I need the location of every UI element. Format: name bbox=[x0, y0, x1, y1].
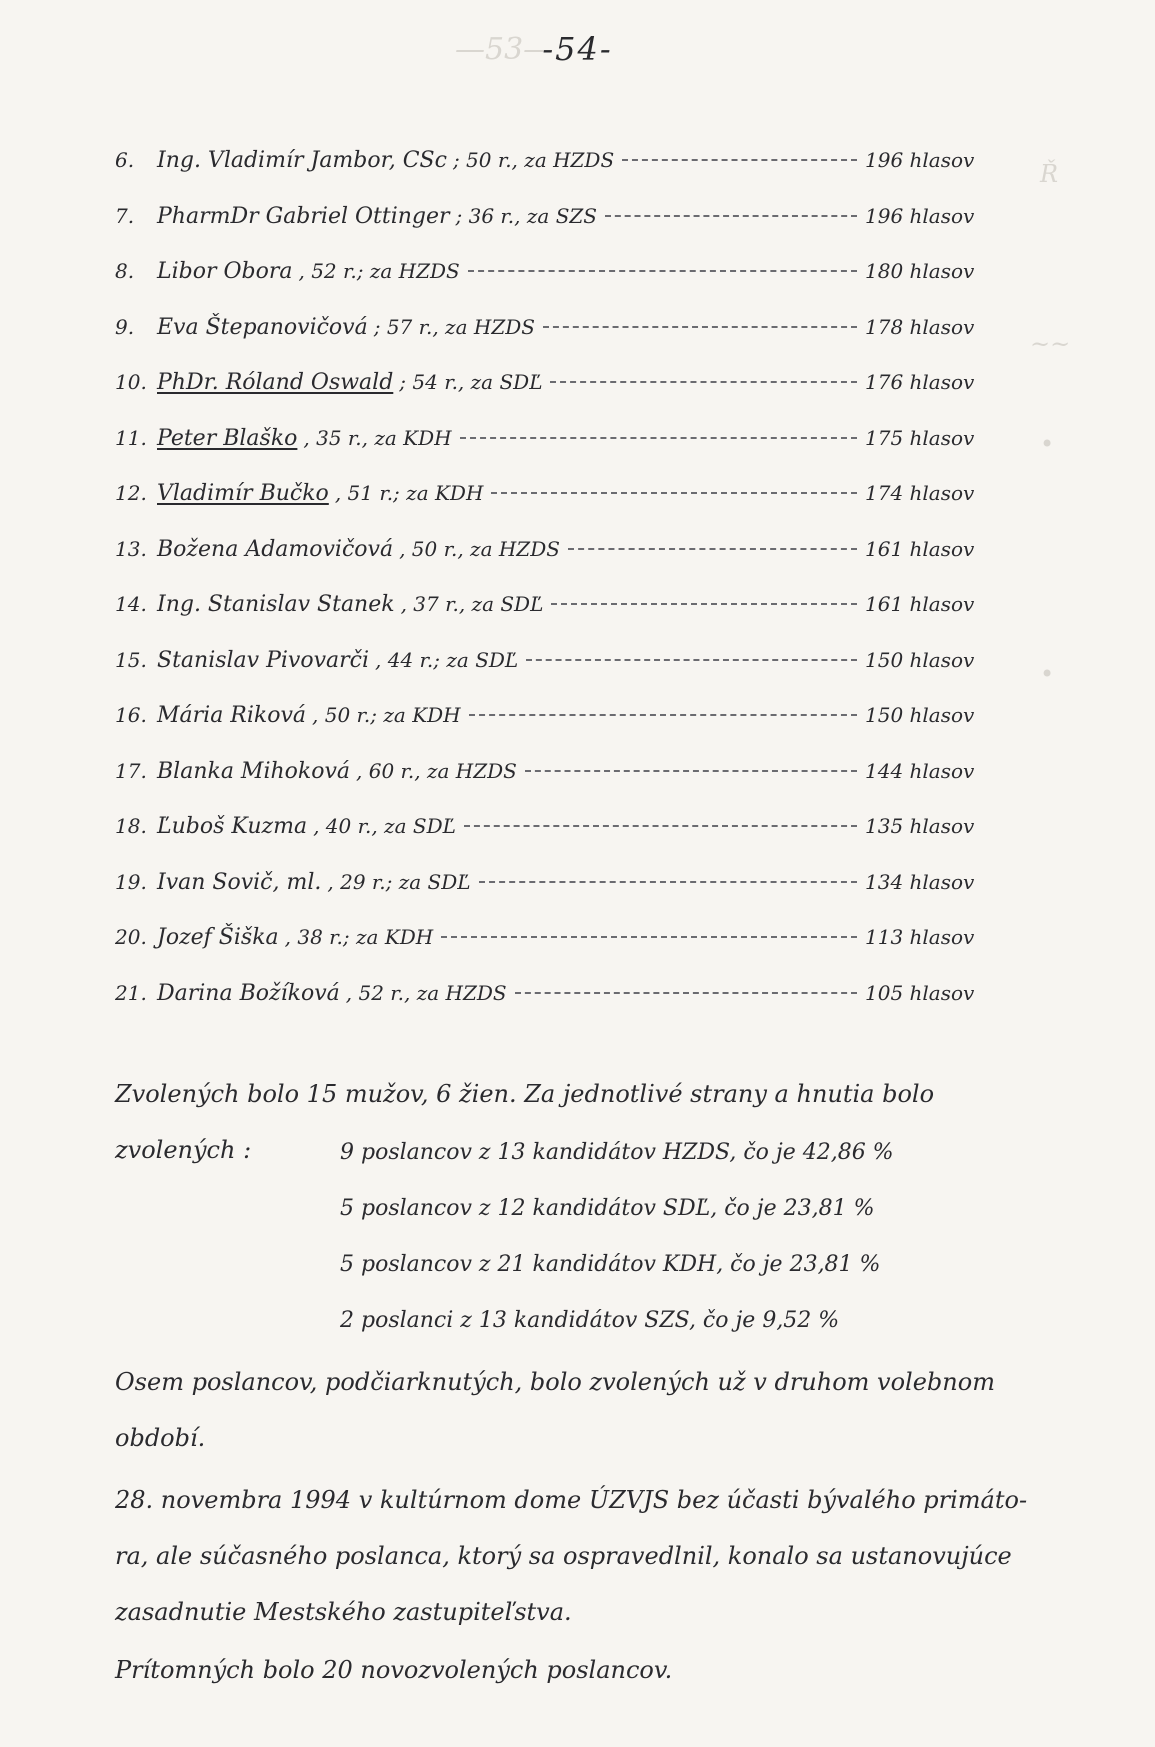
candidate-info: , 35 r., za KDH bbox=[303, 425, 452, 450]
leader-dots bbox=[605, 215, 857, 217]
candidate-info: , 52 r., za HZDS bbox=[345, 980, 507, 1005]
paragraph-line: Prítomných bolo 20 novozvolených poslancov. bbox=[115, 1656, 673, 1684]
leader-dots bbox=[468, 270, 857, 272]
candidate-votes: 134 hlasov bbox=[865, 869, 975, 894]
candidate-row bbox=[115, 481, 1015, 521]
candidate-info: ; 36 r., za SZS bbox=[455, 203, 597, 228]
candidate-votes: 175 hlasov bbox=[865, 425, 975, 450]
candidate-votes: 180 hlasov bbox=[865, 259, 975, 283]
bleed-through-mark: • bbox=[1040, 660, 1055, 688]
candidate-votes: 161 hlasov bbox=[865, 592, 975, 616]
candidate-row bbox=[115, 703, 1015, 743]
bleed-through-mark: Ř bbox=[1040, 160, 1059, 188]
candidate-name: Ľuboš Kuzma bbox=[157, 814, 308, 839]
candidate-number: 8. bbox=[115, 259, 135, 283]
candidate-number: 12. bbox=[115, 481, 147, 505]
candidate-votes: 135 hlasov bbox=[865, 814, 975, 838]
candidate-row bbox=[115, 537, 1015, 577]
candidate-name: Božena Adamovičová bbox=[157, 536, 394, 562]
candidate-row bbox=[115, 870, 1015, 910]
leader-dots bbox=[460, 437, 857, 439]
candidate-number: 14. bbox=[115, 592, 147, 616]
party-stat-line: 9 poslancov z 13 kandidátov HZDS, čo je 42,86 % bbox=[340, 1140, 894, 1165]
candidate-name: Darina Božíková bbox=[157, 980, 340, 1006]
candidate-name: Eva Štepanovičová bbox=[157, 314, 368, 340]
candidate-row bbox=[115, 426, 1015, 466]
candidate-votes: 150 hlasov bbox=[865, 703, 975, 727]
candidate-info: , 40 r., za SDĽ bbox=[313, 814, 456, 838]
candidate-row bbox=[115, 148, 1015, 188]
candidate-number: 9. bbox=[115, 314, 135, 339]
candidate-info: ; 50 r., za HZDS bbox=[452, 148, 615, 172]
candidate-name: Mária Riková bbox=[157, 703, 307, 728]
candidate-info: , 60 r., za HZDS bbox=[356, 758, 517, 783]
candidate-info: , 52 r.; za HZDS bbox=[298, 259, 460, 283]
party-stat-line: 5 poslancov z 21 kandidátov KDH, čo je 23,81 % bbox=[340, 1252, 881, 1277]
paragraph-line: zasadnutie Mestského zastupiteľstva. bbox=[115, 1598, 572, 1626]
party-stat-line: 2 poslanci z 13 kandidátov SZS, čo je 9,52 % bbox=[340, 1308, 840, 1333]
summary-line: Zvolených bolo 15 mužov, 6 žien. Za jednotlivé strany a hnutia bolo bbox=[115, 1080, 935, 1108]
candidate-row bbox=[115, 759, 1015, 799]
candidate-number: 11. bbox=[115, 425, 147, 450]
leader-dots bbox=[464, 825, 857, 827]
page-number: -54- bbox=[542, 30, 613, 68]
candidate-number: 20. bbox=[115, 925, 147, 949]
bleed-through-mark: ~~ bbox=[1030, 330, 1071, 358]
candidate-number: 10. bbox=[115, 370, 147, 394]
leader-dots bbox=[622, 159, 857, 161]
candidate-votes: 196 hlasov bbox=[865, 148, 975, 172]
paragraph-line: období. bbox=[115, 1424, 206, 1452]
candidate-votes: 113 hlasov bbox=[865, 925, 975, 949]
candidate-number: 6. bbox=[115, 148, 135, 172]
candidate-name: Peter Blaško bbox=[157, 425, 298, 451]
candidate-number: 19. bbox=[115, 869, 147, 894]
candidate-info: , 44 r.; za SDĽ bbox=[375, 647, 519, 672]
candidate-number: 15. bbox=[115, 647, 147, 672]
candidate-number: 17. bbox=[115, 758, 147, 783]
candidate-number: 16. bbox=[115, 703, 147, 727]
candidate-number: 21. bbox=[115, 980, 147, 1005]
candidate-votes: 178 hlasov bbox=[865, 314, 975, 339]
leader-dots bbox=[543, 326, 857, 328]
leader-dots bbox=[491, 492, 857, 494]
candidate-row bbox=[115, 370, 1015, 410]
candidate-row bbox=[115, 648, 1015, 688]
candidate-votes: 144 hlasov bbox=[865, 758, 975, 783]
candidate-info: , 51 r.; za KDH bbox=[334, 481, 484, 505]
candidate-name: PhDr. Róland Oswald bbox=[157, 370, 394, 395]
candidate-row bbox=[115, 315, 1015, 355]
candidate-votes: 196 hlasov bbox=[865, 203, 975, 228]
summary-lead: zvolených : bbox=[115, 1136, 252, 1164]
party-stat-line: 5 poslancov z 12 kandidátov SDĽ, čo je 23,81 % bbox=[340, 1196, 875, 1221]
candidate-votes: 161 hlasov bbox=[865, 536, 975, 561]
candidate-row bbox=[115, 925, 1015, 965]
candidate-votes: 174 hlasov bbox=[865, 481, 975, 505]
candidate-info: , 29 r.; za SDĽ bbox=[327, 869, 471, 894]
leader-dots bbox=[526, 659, 857, 661]
candidate-info: , 50 r.; za KDH bbox=[312, 703, 461, 727]
paragraph-line: Osem poslancov, podčiarknutých, bolo zvolených už v druhom volebnom bbox=[115, 1368, 995, 1396]
candidate-row bbox=[115, 814, 1015, 854]
candidate-name: PharmDr Gabriel Ottinger bbox=[157, 203, 450, 229]
candidate-name: Ivan Sovič, ml. bbox=[157, 869, 322, 895]
paragraph-line: 28. novembra 1994 v kultúrnom dome ÚZVJS bez účasti bývalého primáto- bbox=[115, 1486, 1028, 1514]
leader-dots bbox=[551, 603, 857, 605]
candidate-info: , 37 r., za SDĽ bbox=[400, 592, 544, 616]
candidate-votes: 150 hlasov bbox=[865, 647, 975, 672]
candidate-name: Ing. Stanislav Stanek bbox=[157, 592, 395, 617]
candidate-row bbox=[115, 981, 1015, 1021]
candidate-name: Stanislav Pivovarči bbox=[157, 647, 370, 673]
leader-dots bbox=[441, 936, 857, 938]
leader-dots bbox=[550, 381, 857, 383]
candidate-row bbox=[115, 592, 1015, 632]
candidate-number: 18. bbox=[115, 814, 147, 838]
leader-dots bbox=[515, 992, 857, 994]
candidate-number: 13. bbox=[115, 536, 147, 561]
leader-dots bbox=[525, 770, 857, 772]
leader-dots bbox=[568, 548, 857, 550]
candidate-name: Blanka Mihoková bbox=[157, 758, 351, 784]
candidate-info: , 38 r.; za KDH bbox=[284, 925, 434, 949]
bleed-through-mark: • bbox=[1040, 430, 1055, 458]
leader-dots bbox=[469, 714, 857, 716]
candidate-name: Vladimír Bučko bbox=[157, 481, 329, 506]
candidate-name: Ing. Vladimír Jambor, CSc bbox=[157, 148, 447, 173]
candidate-number: 7. bbox=[115, 203, 135, 228]
candidate-name: Libor Obora bbox=[157, 259, 293, 284]
leader-dots bbox=[479, 881, 857, 883]
candidate-votes: 105 hlasov bbox=[865, 980, 975, 1005]
candidate-row bbox=[115, 204, 1015, 244]
paragraph-line: ra, ale súčasného poslanca, ktorý sa ospravedlnil, konalo sa ustanovujúce bbox=[115, 1542, 1012, 1570]
candidate-name: Jozef Šiška bbox=[157, 925, 279, 950]
candidate-info: ; 54 r., za SDĽ bbox=[399, 370, 543, 394]
candidate-row bbox=[115, 259, 1015, 299]
candidate-info: ; 57 r., za HZDS bbox=[373, 314, 535, 339]
candidate-info: , 50 r., za HZDS bbox=[399, 536, 560, 561]
bleed-through-mark: —53— bbox=[455, 32, 554, 67]
candidate-votes: 176 hlasov bbox=[865, 370, 975, 394]
